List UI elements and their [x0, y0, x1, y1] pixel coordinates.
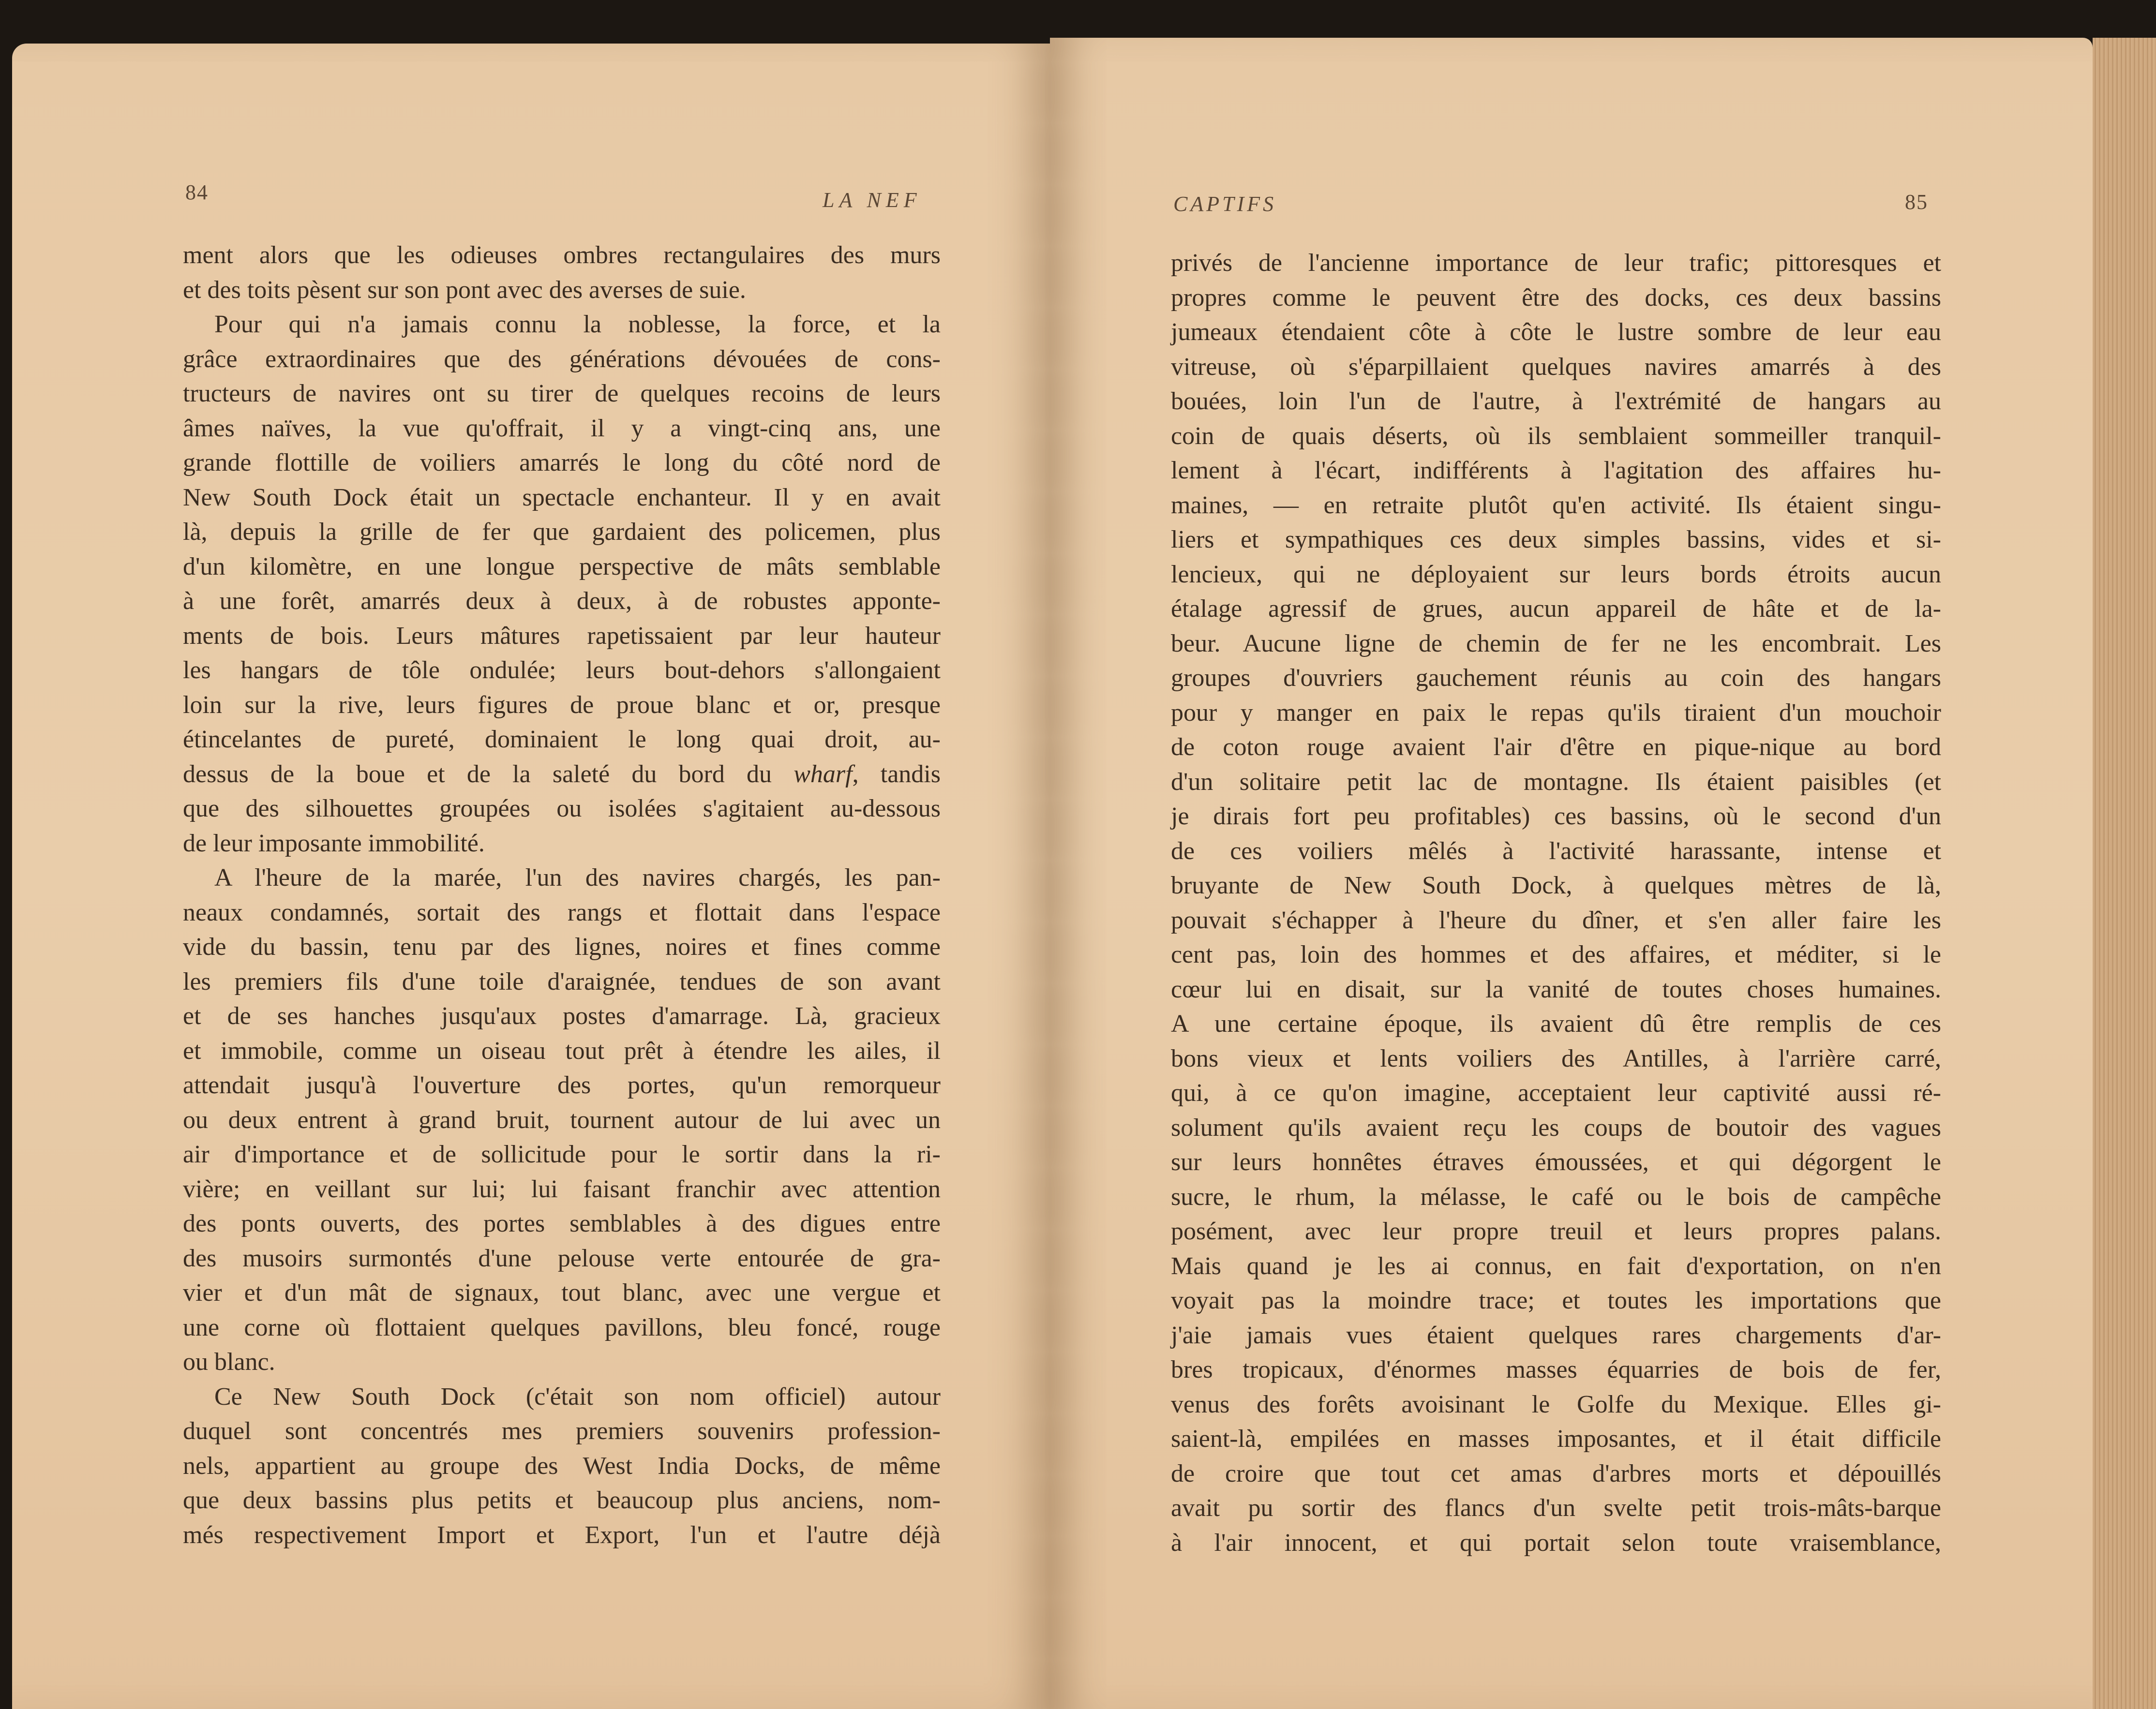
text-line: et de ses hanches jusqu'aux postes d'amarrage. Là, gracieux	[183, 1002, 941, 1030]
text-line: ou blanc.	[183, 1348, 275, 1376]
text-line: pour y manger en paix le repas qu'ils tiraient d'un mouchoir	[1171, 698, 1941, 727]
text-line: étincelantes de pureté, dominaient le long quai droit, au-	[183, 726, 941, 753]
text-line: Pour qui n'a jamais connu la noblesse, la force, et la	[214, 311, 941, 338]
text-line: vide du bassin, tenu par des lignes, noires et fines comme	[183, 933, 941, 961]
text-line: propres comme le peuvent être des docks, ces deux bassins	[1171, 283, 1941, 312]
text-line: de coton rouge avaient l'air d'être en pique-nique au bord	[1171, 733, 1941, 761]
text-segment: dessus de la boue et de la saleté du bord du	[183, 760, 794, 788]
text-line: A une certaine époque, ils avaient dû être remplis de ces	[1171, 1010, 1941, 1038]
text-line: à une forêt, amarrés deux à deux, à de robustes apponte-	[183, 587, 941, 615]
book-page-edges	[2093, 38, 2156, 1709]
text-line: que deux bassins plus petits et beaucoup plus anciens, nom-	[183, 1486, 941, 1514]
text-line: j'aie jamais vues étaient quelques rares chargements d'ar-	[1171, 1321, 1941, 1349]
text-line: A l'heure de la marée, l'un des navires chargés, les pan-	[214, 864, 941, 892]
text-line: étalage agressif de grues, aucun appareil de hâte et de la-	[1171, 595, 1941, 623]
text-line: de croire que tout cet amas d'arbres morts et dépouillés	[1171, 1459, 1941, 1487]
text-line: bons vieux et lents voiliers des Antilles, à l'arrière carré,	[1171, 1044, 1941, 1072]
text-line: més respectivement Import et Export, l'un et l'autre déjà	[183, 1521, 941, 1549]
text-line: groupes d'ouvriers gauchement réunis au coin des hangars	[1171, 664, 1941, 692]
text-line: grâce extraordinaires que des générations dévouées de cons-	[183, 345, 941, 373]
text-line: venus des forêts avoisinant le Golfe du Mexique. Elles gi-	[1171, 1390, 1941, 1418]
text-line: maines, — en retraite plutôt qu'en activité. Ils étaient singu-	[1171, 491, 1941, 519]
text-line: cœur lui en disait, sur la vanité de toutes choses humaines.	[1171, 975, 1941, 1003]
text-line: beur. Aucune ligne de chemin de fer ne les encombrait. Les	[1171, 629, 1941, 657]
text-line: liers et sympathiques ces deux simples bassins, vides et si-	[1171, 526, 1941, 553]
text-line: bres tropicaux, d'énormes masses équarries de bois de fer,	[1171, 1356, 1941, 1383]
text-line: New South Dock était un spectacle enchanteur. Il y en avait	[183, 483, 941, 511]
text-line: duquel sont concentrés mes premiers souvenirs profession-	[183, 1417, 941, 1445]
text-line: de leur imposante immobilité.	[183, 829, 485, 857]
text-line: sucre, le rhum, la mélasse, le café ou le bois de campêche	[1171, 1183, 1941, 1211]
text-line: cent pas, loin des hommes et des affaires, et méditer, si le	[1171, 941, 1941, 968]
text-line: ou deux entrent à grand bruit, tournent autour de lui avec un	[183, 1106, 941, 1134]
text-line: loin sur la rive, leurs figures de proue blanc et or, presque	[183, 691, 941, 719]
text-line: saient-là, empilées en masses imposantes, et il était difficile	[1171, 1425, 1941, 1453]
text-line: Ce New South Dock (c'était son nom officiel) autour	[214, 1382, 941, 1411]
left-page-number: 84	[185, 180, 209, 204]
text-segment: , tandis	[852, 760, 941, 788]
right-running-title: CAPTIFS	[1173, 192, 1277, 216]
text-line: solument qu'ils avaient reçu les coups de boutoir des vagues	[1171, 1114, 1941, 1142]
text-line: lencieux, qui ne déployaient sur leurs bords étroits aucun	[1171, 560, 1941, 588]
text-line: coin de quais déserts, où ils semblaient sommeiller tranquil-	[1171, 422, 1941, 450]
text-line: neaux condamnés, sortait des rangs et flottait dans l'espace	[183, 898, 941, 926]
text-line	[183, 757, 941, 792]
right-page-text	[1171, 246, 1941, 1560]
text-line: bruyante de New South Dock, à quelques mètres de là,	[1171, 872, 1941, 899]
italic-word: wharf	[794, 760, 853, 788]
text-line: et des toits pèsent sur son pont avec des averses de suie.	[183, 276, 746, 304]
text-line: air d'importance et de sollicitude pour le sortir dans la ri-	[183, 1141, 941, 1168]
right-page-number: 85	[1905, 190, 1928, 214]
text-line: les hangars de tôle ondulée; leurs bout-dehors s'allongaient	[183, 656, 941, 684]
text-line: avait pu sortir des flancs d'un svelte petit trois-mâts-barque	[1171, 1494, 1941, 1522]
text-line: ment alors que les odieuses ombres rectangulaires des murs	[183, 241, 941, 269]
text-line: lement à l'écart, indifférents à l'agitation des affaires hu-	[1171, 457, 1941, 484]
text-line: d'un solitaire petit lac de montagne. Ils étaient paisibles (et	[1171, 768, 1941, 796]
text-line: bouées, loin l'un de l'autre, à l'extrémité de hangars au	[1171, 387, 1941, 415]
text-line: ments de bois. Leurs mâtures rapetissaient par leur hauteur	[183, 622, 941, 650]
text-line: de ces voiliers mêlés à l'activité harassante, intense et	[1171, 837, 1941, 865]
text-line: vier et d'un mât de signaux, tout blanc, avec une vergue et	[183, 1279, 941, 1307]
text-line: posément, avec leur propre treuil et leurs propres palans.	[1171, 1218, 1941, 1245]
text-line: attendait jusqu'à l'ouverture des portes, qu'un remorqueur	[183, 1071, 941, 1099]
text-line: d'un kilomètre, en une longue perspective de mâts semblable	[183, 552, 941, 580]
text-line: là, depuis la grille de fer que gardaient des policemen, plus	[183, 518, 941, 546]
left-running-title: LA NEF	[823, 188, 922, 212]
text-line: à l'air innocent, et qui portait selon toute vraisemblance,	[1171, 1529, 1941, 1557]
text-line: sur leurs honnêtes étraves émoussées, et qui dégorgent le	[1171, 1148, 1941, 1176]
text-line: pouvait s'échapper à l'heure du dîner, et s'en aller faire les	[1171, 906, 1941, 934]
text-line: je dirais fort peu profitables) ces bassins, où le second d'un	[1171, 802, 1941, 830]
text-line: et immobile, comme un oiseau tout prêt à étendre les ailes, il	[183, 1037, 941, 1065]
text-line: des musoirs surmontés d'une pelouse verte entourée de gra-	[183, 1244, 941, 1272]
text-line: Mais quand je les ai connus, en fait d'exportation, on n'en	[1171, 1252, 1941, 1280]
text-line: vière; en veillant sur lui; lui faisant franchir avec attention	[183, 1175, 941, 1203]
text-line: jumeaux étendaient côte à côte le lustre sombre de leur eau	[1171, 318, 1941, 346]
text-line: les premiers fils d'une toile d'araignée, tendues de son avant	[183, 967, 941, 996]
text-line: que des silhouettes groupées ou isolées s'agitaient au-dessous	[183, 795, 941, 822]
text-line: privés de l'ancienne importance de leur trafic; pittoresques et	[1171, 249, 1941, 277]
text-line: des ponts ouverts, des portes semblables à des digues entre	[183, 1210, 941, 1237]
text-line: voyait pas la moindre trace; et toutes les importations que	[1171, 1287, 1941, 1314]
text-line: qui, à ce qu'on imagine, acceptaient leur captivité aussi ré-	[1171, 1079, 1941, 1107]
text-line: vitreuse, où s'éparpillaient quelques navires amarrés à des	[1171, 353, 1941, 381]
text-line: grande flottille de voiliers amarrés le long du côté nord de	[183, 449, 941, 476]
text-line: une corne où flottaient quelques pavillons, bleu foncé, rouge	[183, 1313, 941, 1341]
text-line: âmes naïves, la vue qu'offrait, il y a vingt-cinq ans, une	[183, 414, 941, 442]
left-page-text	[183, 238, 941, 1552]
text-line: nels, appartient au groupe des West India Docks, de même	[183, 1452, 941, 1480]
text-line: tructeurs de navires ont su tirer de quelques recoins de leurs	[183, 380, 941, 407]
